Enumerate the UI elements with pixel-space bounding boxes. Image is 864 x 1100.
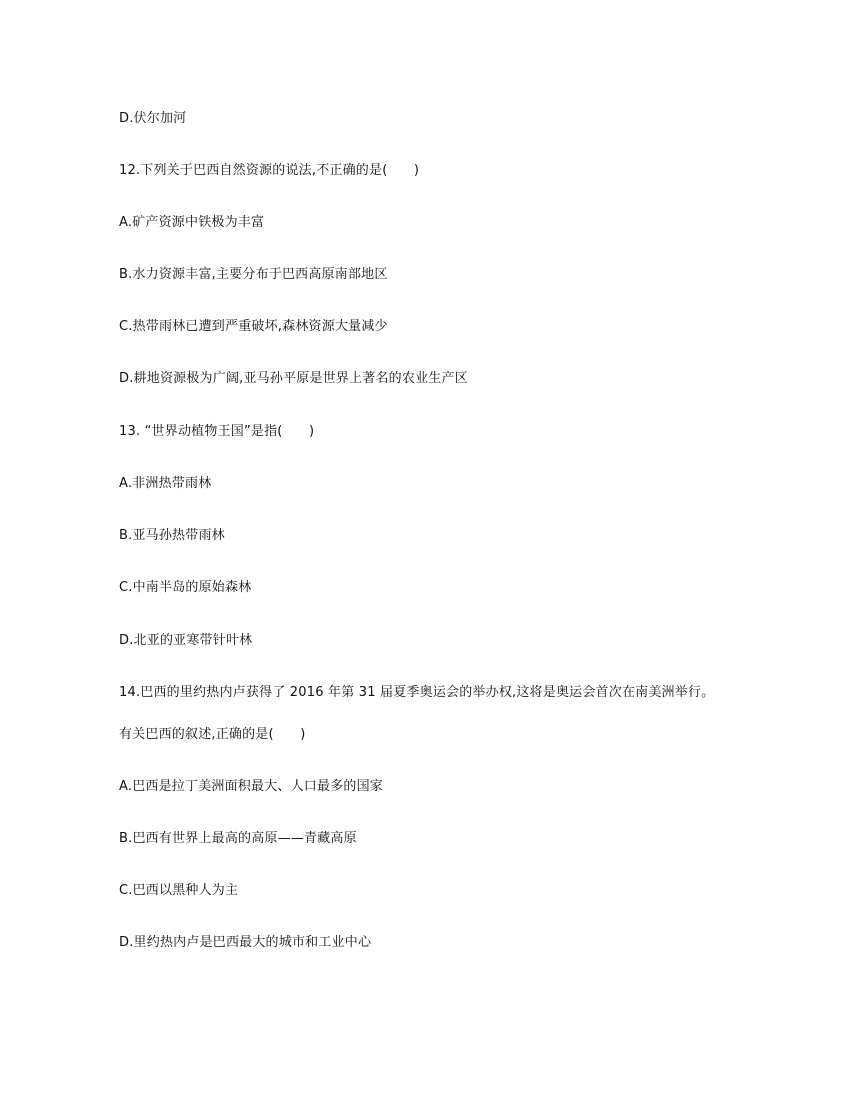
option-d-q13: D.北亚的亚寒带针叶林 [119,633,253,648]
option-b-q13: B.亚马孙热带雨林 [119,528,225,543]
option-c-q14: C.巴西以黑种人为主 [119,883,239,898]
option-c-q13: C.中南半岛的原始森林 [119,580,252,595]
question-14-continued: 有关巴西的叙述,正确的是( ) [119,727,306,742]
option-a-q14: A.巴西是拉丁美洲面积最大、人口最多的国家 [119,779,383,794]
option-a-q12: A.矿产资源中铁极为丰富 [119,215,265,230]
question-13: 13. “世界动植物王国”是指( ) [119,424,315,439]
option-c-q12: C.热带雨林已遭到严重破坏,森林资源大量减少 [119,319,388,334]
option-a-q13: A.非洲热带雨林 [119,476,212,491]
option-d-q12: D.耕地资源极为广阔,亚马孙平原是世界上著名的农业生产区 [119,371,468,386]
option-b-q12: B.水力资源丰富,主要分布于巴西高原南部地区 [119,267,388,282]
question-12: 12.下列关于巴西自然资源的说法,不正确的是( ) [119,163,420,178]
option-d-q11: D.伏尔加河 [119,111,187,126]
question-14: 14.巴西的里约热内卢获得了 2016 年第 31 届夏季奥运会的举办权,这将是奥运会首次在南美洲举行。 [119,685,715,700]
option-b-q14: B.巴西有世界上最高的高原——青藏高原 [119,831,357,846]
option-d-q14: D.里约热内卢是巴西最大的城市和工业中心 [119,935,372,950]
